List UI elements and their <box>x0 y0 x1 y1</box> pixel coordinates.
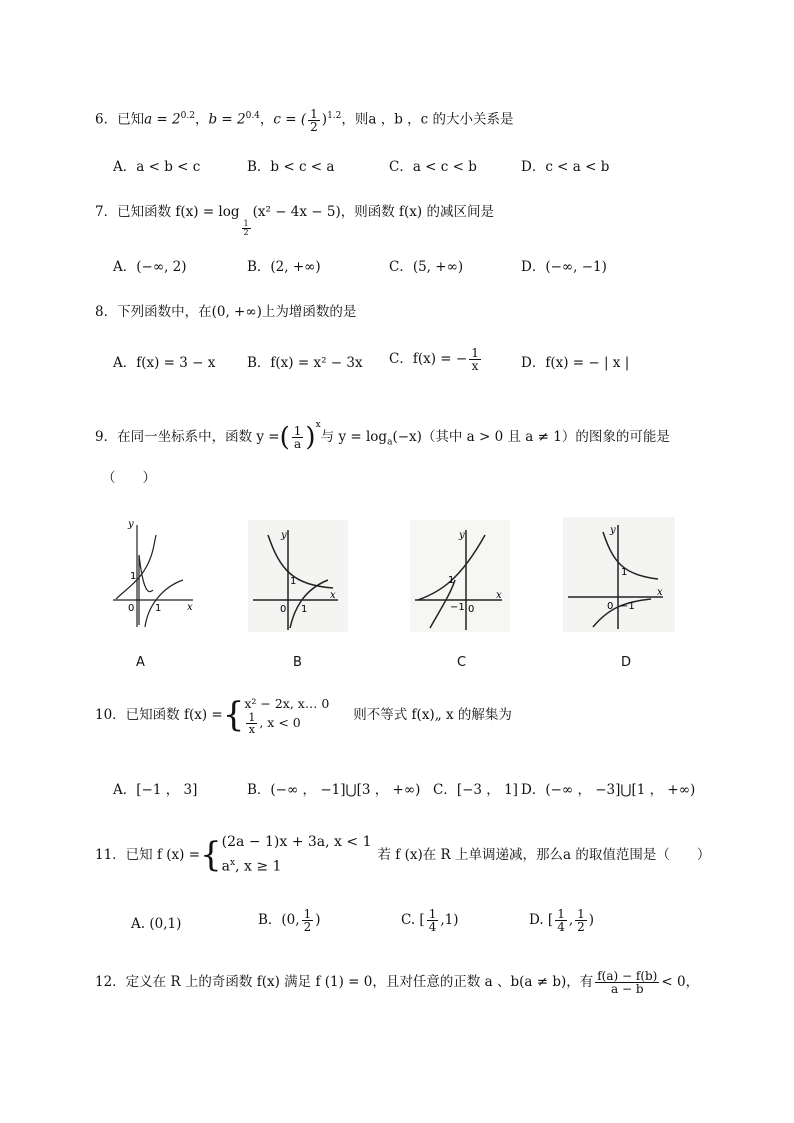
q8-option-c[interactable]: C．f(x) = − $\frac{1}{x}$ <box>389 346 479 373</box>
origin-label: 0 <box>468 604 475 615</box>
q11-piecewise: (2a − 1)x + 3a, x < 1 $a^x$, x ≥ 1 <box>221 834 372 875</box>
q8-option-d[interactable]: D．f(x) = − | x | <box>521 355 630 371</box>
q9-graph-a-label: A <box>136 655 145 670</box>
q10-option-c[interactable]: C．[−3 ， 1] <box>433 782 518 798</box>
q9-one-over-a-fraction: $\frac{1}{a}$ <box>293 424 302 451</box>
q7-option-a[interactable]: A．(−∞, 2) <box>113 259 187 275</box>
x-neg-one-label: −1 <box>620 601 635 612</box>
q9-answer-blank: （ ） <box>102 470 156 486</box>
q10-option-d[interactable]: D．(−∞ ， −3]⋃[1 ， +∞) <box>521 782 696 798</box>
curve <box>116 535 183 627</box>
x-one-label: 1 <box>301 604 308 615</box>
q9-stem: 9．在同一坐标系中，函数 y =( $\frac{1}{a}$ )$^x$与 $y = \log_a(-x)$（其中 a > 0 且 a ≠ 1）的图象的可能是 <box>95 420 670 453</box>
x-neg-one-label: −1 <box>450 602 465 613</box>
q6-half-fraction: $\frac{1}{2}$ <box>310 106 318 134</box>
q11-option-c[interactable]: C. [ $\frac{1}{4}$ ,1) <box>401 907 459 934</box>
q10-piecewise: x² − 2x, x… 0 $\frac{1}{x}$ , x < 0 <box>244 696 330 736</box>
q8-stem: 8．下列函数中，在(0, +∞)上为增函数的是 <box>95 304 357 320</box>
q7-stem: 7．已知函数 f(x) = log $\frac{1}{2}$ (x² − 4x − 5)，则函数 f(x) 的减区间是 <box>95 204 494 237</box>
q7-option-d[interactable]: D．(−∞, −1) <box>521 259 607 275</box>
q11-option-a[interactable]: A. (0,1) <box>131 916 182 932</box>
q12-stem: 12．定义在 R 上的奇函数 f(x) 满足 f (1) = 0，且对任意的正数 a 、b(a ≠ b)，有 $\frac{f(a) - f(b)}{a - b}$ < 0， <box>95 969 700 996</box>
q7-log-base-fraction: $\frac{1}{2}$ <box>243 219 249 237</box>
y-one-label: 1 <box>448 575 455 586</box>
q9-graph-d[interactable] <box>563 517 675 632</box>
q10-stem: 10．已知函数 f(x) ={ x² − 2x, x… 0 $\frac{1}{x}$ , x < 0 则不等式 f(x)„ x 的解集为 <box>95 695 512 736</box>
q9-graph-b[interactable] <box>248 520 348 632</box>
q10-option-a[interactable]: A．[−1 ， 3] <box>113 782 198 798</box>
scan-background <box>248 520 348 632</box>
q7-option-c[interactable]: C．(5, +∞) <box>389 259 464 275</box>
q9-graph-c[interactable] <box>410 520 510 632</box>
y-one-label: 1 <box>290 576 297 587</box>
q6-option-b[interactable]: B．b < c < a <box>247 159 335 175</box>
q6-option-c[interactable]: C．a < c < b <box>389 159 477 175</box>
q6-option-d[interactable]: D．c < a < b <box>521 159 610 175</box>
q6-stem: 6．已知$a = 2^{0.2}$，$b = 2^{0.4}$，c = ( $\frac{1}{2}$ )$^{1.2}$，则a ，b ，c 的大小关系是 <box>95 106 514 134</box>
origin-label: 0 <box>128 603 135 614</box>
q6-option-a[interactable]: A．a < b < c <box>113 159 201 175</box>
y-label: y <box>128 519 134 530</box>
origin-label: 0 <box>280 604 287 615</box>
y-label: y <box>610 525 616 536</box>
q9-graph-a[interactable] <box>108 515 198 630</box>
y-label: y <box>281 530 287 541</box>
scan-background <box>563 517 675 632</box>
x-one-label: 1 <box>155 603 162 614</box>
q8-option-a[interactable]: A．f(x) = 3 − x <box>113 355 216 371</box>
x-label: x <box>496 590 502 601</box>
q9-graph-d-label: D <box>621 655 632 670</box>
q10-option-b[interactable]: B．(−∞ ， −1]⋃[3 ， +∞) <box>247 782 421 798</box>
x-label: x <box>187 602 193 613</box>
y-one-label: 1 <box>130 571 137 582</box>
origin-label: 0 <box>607 601 614 612</box>
x-label: x <box>657 587 663 598</box>
q12-difference-quotient: $\frac{f(a) - f(b)}{a - b}$ <box>597 969 658 996</box>
y-label: y <box>459 530 465 541</box>
q9-graph-c-label: C <box>457 655 467 670</box>
q7-option-b[interactable]: B．(2, +∞) <box>247 259 321 275</box>
q11-option-b[interactable]: B．(0, $\frac{1}{2}$ ) <box>258 907 321 934</box>
q11-option-d[interactable]: D. [ $\frac{1}{4}$ , $\frac{1}{2}$ ) <box>529 907 595 934</box>
y-one-label: 1 <box>621 567 628 578</box>
q8-option-c-fraction: $\frac{1}{x}$ <box>471 346 479 373</box>
x-label: x <box>330 590 336 601</box>
q11-stem: 11．已知 f (x) ={ (2a − 1)x + 3a, x < 1 $a^x$, x ≥ 1 若 f (x)在 R 上单调递减，那么a 的取值范围是（ ） <box>95 832 710 878</box>
q8-option-b[interactable]: B．f(x) = x² − 3x <box>247 355 363 371</box>
q9-graph-b-label: B <box>293 655 302 670</box>
